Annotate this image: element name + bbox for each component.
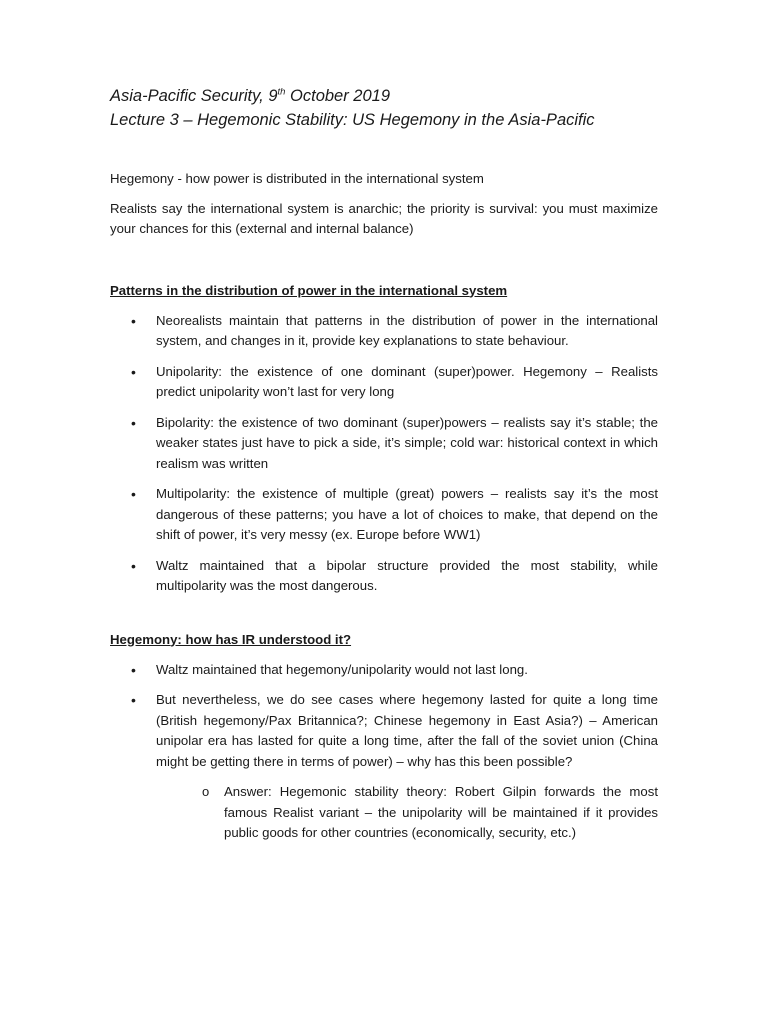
section-heading-hegemony-ir: Hegemony: how has IR understood it? [110, 631, 352, 647]
list-item [110, 556, 658, 597]
date-superscript: th [277, 86, 286, 98]
bullet-icon: • [131, 312, 136, 329]
bullet-icon: • [131, 414, 136, 431]
list-item-text: Unipolarity: the existence of one dominant (super)power. Hegemony – Realists predict unipolarity won’t last for very long [156, 363, 658, 399]
sub-list-item [156, 782, 658, 844]
lecture-title: Lecture 3 – Hegemonic Stability: US Hegemony in the Asia-Pacific [110, 111, 595, 129]
list-item-text: Waltz maintained that a bipolar structure provided the most stability, while multipolarity was the most dangerous. [156, 557, 658, 593]
sub-bullet-icon: o [202, 784, 210, 799]
document-page [110, 84, 658, 854]
list-item-text: But nevertheless, we do see cases where hegemony lasted for quite a long time (British hegemony/Pax Britannica?; Chinese hegemony in East Asia?) – American unipolar era has lasted for quite a long time, after the fall of the soviet union (China might be getting there in terms of power) – why has this been possible? [156, 692, 658, 769]
list-item [110, 690, 658, 844]
bullet-icon: • [131, 486, 136, 502]
sub-list-item-text: Answer: Hegemonic stability theory: Robert Gilpin forwards the most famous Realist variant – the unipolarity will be maintained if it provides public goods for other countries (economically, security, etc.) [224, 784, 658, 840]
list-item [110, 484, 658, 546]
list-item [110, 413, 658, 475]
list-item [110, 362, 658, 403]
list-item-text: Waltz maintained that hegemony/unipolarity would not last long. [156, 661, 528, 677]
course-date: October 2019 [285, 87, 391, 105]
sub-bullet-list [156, 782, 658, 844]
hegemony-list [110, 660, 658, 844]
list-item [110, 311, 658, 352]
intro-paragraph-2: Realists say the international system is anarchic; the priority is survival: you must maximize your chances for this (external and internal balance) [110, 200, 658, 236]
bullet-icon: • [131, 557, 136, 574]
list-item [110, 660, 658, 681]
section-heading-power-patterns: Patterns in the distribution of power in the international system [110, 282, 508, 298]
list-item-text: Multipolarity: the existence of multiple (great) powers – realists say it’s the most dangerous of these patterns; you have a lot of choices to make, that depend on the shift of power, it’s very messy (ex. Europe before WW1) [156, 486, 658, 542]
bullet-icon: • [131, 692, 136, 708]
course-title [110, 84, 658, 108]
bullet-icon: • [131, 661, 136, 678]
power-patterns-list [110, 311, 658, 597]
bullet-icon: • [131, 363, 136, 380]
course-name: Asia-Pacific Security, 9 [110, 87, 278, 105]
intro-paragraph-1: Hegemony - how power is distributed in the international system [110, 171, 484, 186]
list-item-text: Bipolarity: the existence of two dominant (super)powers – realists say it’s stable; the weaker states just have to pick a side, it’s simple; cold war: historical context in which realism was written [156, 414, 658, 471]
list-item-text: Neorealists maintain that patterns in the distribution of power in the international system, and changes in it, provide key explanations to state behaviour. [156, 312, 658, 348]
